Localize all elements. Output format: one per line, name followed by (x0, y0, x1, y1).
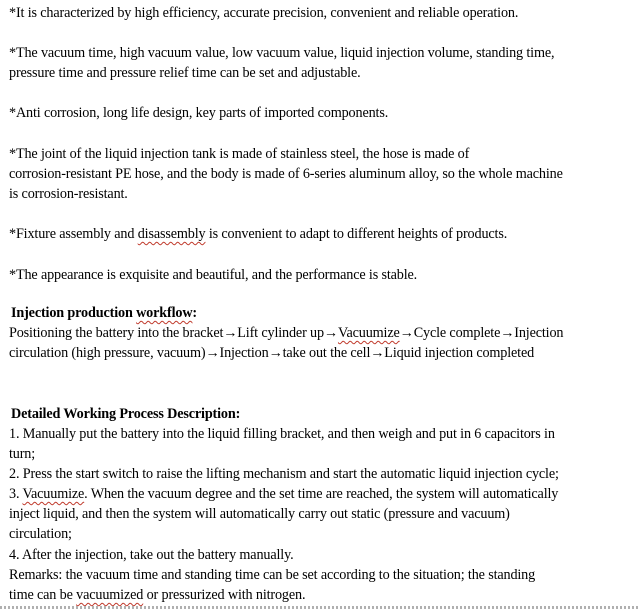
process-step-3-line-1 (9, 484, 558, 504)
workflow-line-1-text-a: Positioning the battery into the bracket→Lift cylinder up→ (9, 325, 338, 341)
process-step-1-line-1: 1. Manually put the battery into the liquid filling bracket, and then weigh and put in 6 capacitors in (9, 426, 555, 442)
workflow-heading-text-a: Injection production (11, 305, 137, 321)
spellcheck-word-workflow: workflow (136, 305, 193, 321)
feature-fixture-text-a: *Fixture assembly and (9, 226, 138, 242)
feature-materials-line-1: *The joint of the liquid injection tank is made of stainless steel, the hose is made of (9, 146, 470, 162)
feature-appearance: *The appearance is exquisite and beautiful, and the performance is stable. (9, 267, 418, 283)
feature-materials-line-2: corrosion-resistant PE hose, and the body is made of 6-series aluminum alloy, so the whole machine (9, 166, 563, 182)
remarks-line-2 (9, 585, 305, 605)
workflow-line-1-text-c: →Cycle complete→Injection (399, 325, 564, 341)
feature-fixture-text-c: is convenient to adapt to different heights of products. (205, 226, 508, 242)
process-step-2: 2. Press the start switch to raise the lifting mechanism and start the automatic liquid injection cycle; (9, 466, 559, 482)
workflow-line-1 (9, 323, 563, 343)
process-step-3-line-3: circulation; (9, 526, 72, 542)
workflow-heading-colon: : (192, 305, 197, 321)
process-step-4: 4. After the injection, take out the battery manually. (9, 547, 294, 563)
feature-materials-line-3: is corrosion-resistant. (9, 186, 128, 202)
spellcheck-word-disassembly: disassembly (137, 226, 206, 242)
process-step-3-text-c: . When the vacuum degree and the set time are reached, the system will automatically (84, 486, 559, 502)
spellcheck-word-vacuumize-2: Vacuumize (22, 486, 85, 502)
feature-adjustable-line-1: *The vacuum time, high vacuum value, low vacuum value, liquid injection volume, standing time, (9, 45, 555, 61)
feature-anti-corrosion: *Anti corrosion, long life design, key parts of imported components. (9, 105, 389, 121)
feature-adjustable-line-2: pressure time and pressure relief time can be set and adjustable. (9, 65, 361, 81)
feature-efficiency: *It is characterized by high efficiency, accurate precision, convenient and reliable operation. (9, 5, 519, 21)
process-step-3-line-2: inject liquid, and then the system will automatically carry out static (pressure and vacuum) (9, 506, 510, 522)
process-heading: Detailed Working Process Description: (11, 406, 241, 422)
spellcheck-word-vacuumize: Vacuumize (337, 325, 400, 341)
spellcheck-word-vacuumized: vacuumized (76, 587, 144, 603)
process-step-3-text-a: 3. (9, 486, 23, 502)
workflow-heading (11, 303, 197, 323)
remarks-line-2-text-c: or pressurized with nitrogen. (143, 587, 306, 603)
feature-fixture (9, 224, 507, 244)
remarks-line-1: Remarks: the vacuum time and standing time can be set according to the situation; the standing (9, 567, 536, 583)
remarks-line-2-text-a: time can be (9, 587, 77, 603)
workflow-line-2: circulation (high pressure, vacuum)→Injection→take out the cell→Liquid injection completed (9, 345, 535, 361)
process-step-1-line-2: turn; (9, 446, 36, 462)
